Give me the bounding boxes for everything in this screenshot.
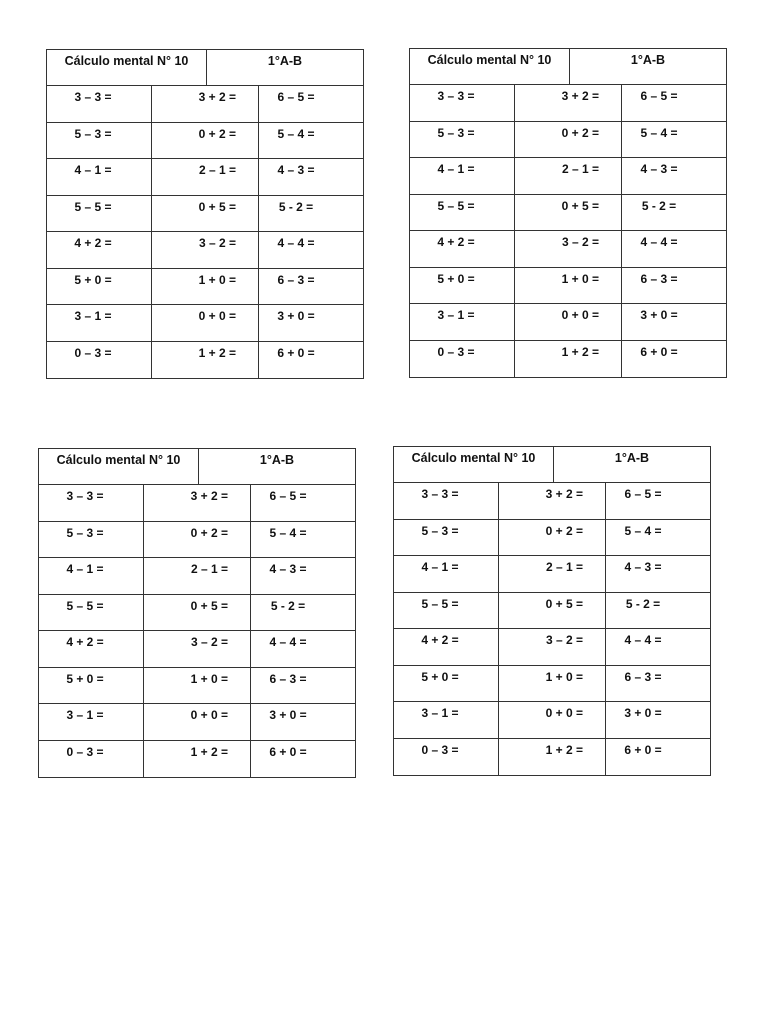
exercise-cell: 3 – 2 = bbox=[499, 629, 606, 666]
exercise-cell: 3 + 2 = bbox=[152, 86, 259, 123]
exercise-cell: 6 – 3 = bbox=[606, 666, 710, 703]
exercise-cell: 3 + 0 = bbox=[606, 702, 710, 739]
exercise-cell: 5 - 2 = bbox=[606, 593, 710, 630]
exercise-cell: 5 – 3 = bbox=[39, 522, 144, 559]
exercise-cell: 6 – 3 = bbox=[251, 668, 355, 705]
worksheet-title: Cálculo mental N° 10 bbox=[394, 447, 554, 482]
exercise-cell: 0 + 0 = bbox=[515, 304, 622, 341]
exercise-cell: 3 + 2 = bbox=[144, 485, 251, 522]
exercise-cell: 3 – 1 = bbox=[410, 304, 515, 341]
exercise-cell: 5 - 2 = bbox=[622, 195, 726, 232]
exercise-cell: 4 + 2 = bbox=[47, 232, 152, 269]
worksheet-class: 1°A-B bbox=[259, 453, 295, 467]
exercise-cell: 5 – 4 = bbox=[259, 123, 363, 160]
exercise-cell: 6 + 0 = bbox=[269, 744, 307, 759]
exercise-cell: 3 – 2 = bbox=[144, 631, 251, 668]
exercise-cell: 6 + 0 = bbox=[624, 742, 662, 757]
exercise-cell: 4 – 4 = bbox=[622, 231, 726, 268]
exercise-cell: 6 + 0 = bbox=[277, 345, 315, 360]
exercise-grid bbox=[410, 85, 726, 377]
exercise-cell: 3 – 3 = bbox=[39, 485, 144, 522]
exercise-cell: 3 – 1 = bbox=[47, 305, 152, 342]
exercise-cell: 0 + 5 = bbox=[515, 195, 622, 232]
exercise-cell: 2 – 1 = bbox=[144, 558, 251, 595]
exercise-cell: 0 + 2 = bbox=[152, 123, 259, 160]
exercise-cell: 5 – 4 = bbox=[606, 520, 710, 557]
exercise-cell: 5 - 2 = bbox=[251, 595, 355, 632]
exercise-cell: 6 – 5 = bbox=[606, 483, 710, 520]
exercise-cell: 4 – 1 = bbox=[410, 158, 515, 195]
exercise-cell: 0 + 5 = bbox=[152, 196, 259, 233]
exercise-cell: 0 – 3 = bbox=[394, 739, 499, 776]
exercise-cell: 5 – 5 = bbox=[39, 595, 144, 632]
exercise-cell: 3 – 2 = bbox=[515, 231, 622, 268]
exercise-cell: 1 + 0 = bbox=[499, 666, 606, 703]
exercise-cell: 0 + 0 = bbox=[144, 704, 251, 741]
exercise-cell: 3 – 2 = bbox=[152, 232, 259, 269]
exercise-cell: 5 – 3 = bbox=[394, 520, 499, 557]
worksheet-1 bbox=[46, 49, 364, 379]
exercise-cell: 6 – 5 = bbox=[251, 485, 355, 522]
exercise-cell: 4 – 3 = bbox=[606, 556, 710, 593]
exercise-cell: 5 – 3 = bbox=[47, 123, 152, 160]
exercise-cell: 1 + 0 = bbox=[152, 269, 259, 306]
exercise-cell: 3 – 1 = bbox=[394, 702, 499, 739]
exercise-cell: 3 + 0 = bbox=[251, 704, 355, 741]
exercise-cell: 4 + 2 = bbox=[410, 231, 515, 268]
exercise-cell: 4 + 2 = bbox=[39, 631, 144, 668]
exercise-cell: 2 – 1 = bbox=[499, 556, 606, 593]
exercise-cell: 5 + 0 = bbox=[394, 666, 499, 703]
exercise-cell: 5 – 5 = bbox=[394, 593, 499, 630]
exercise-cell: 0 + 0 = bbox=[499, 702, 606, 739]
worksheet-3 bbox=[38, 448, 356, 778]
exercise-cell: 1 + 2 = bbox=[515, 341, 622, 378]
exercise-cell: 5 + 0 = bbox=[410, 268, 515, 305]
exercise-cell: 5 – 4 = bbox=[622, 122, 726, 159]
exercise-cell: 6 – 3 = bbox=[622, 268, 726, 305]
exercise-cell: 0 + 2 = bbox=[515, 122, 622, 159]
exercise-cell: 2 – 1 = bbox=[515, 158, 622, 195]
exercise-cell: 5 – 5 = bbox=[410, 195, 515, 232]
exercise-cell: 5 - 2 = bbox=[259, 196, 363, 233]
worksheet-title: Cálculo mental N° 10 bbox=[47, 50, 207, 85]
exercise-cell: 0 – 3 = bbox=[410, 341, 515, 378]
exercise-cell: 1 + 0 = bbox=[144, 668, 251, 705]
worksheet-title: Cálculo mental N° 10 bbox=[39, 449, 199, 484]
worksheet-header bbox=[39, 449, 355, 485]
exercise-cell: 3 + 0 = bbox=[259, 305, 363, 342]
exercise-cell: 4 – 3 = bbox=[259, 159, 363, 196]
exercise-cell: 6 – 5 = bbox=[622, 85, 726, 122]
exercise-cell: 0 + 2 = bbox=[144, 522, 251, 559]
exercise-cell: 0 – 3 = bbox=[39, 741, 144, 778]
exercise-cell: 3 + 0 = bbox=[622, 304, 726, 341]
exercise-cell: 4 – 1 = bbox=[39, 558, 144, 595]
exercise-cell: 5 + 0 = bbox=[39, 668, 144, 705]
exercise-cell: 1 + 2 = bbox=[144, 741, 251, 778]
exercise-grid bbox=[39, 485, 355, 777]
exercise-cell: 4 – 1 = bbox=[394, 556, 499, 593]
exercise-cell: 1 + 2 = bbox=[499, 739, 606, 776]
exercise-cell: 5 – 3 = bbox=[410, 122, 515, 159]
worksheet-2 bbox=[409, 48, 727, 378]
exercise-cell: 3 – 1 = bbox=[39, 704, 144, 741]
exercise-cell: 4 – 3 = bbox=[622, 158, 726, 195]
exercise-cell: 3 + 2 = bbox=[515, 85, 622, 122]
worksheet-class: 1°A-B bbox=[614, 451, 650, 465]
exercise-cell: 4 – 3 = bbox=[251, 558, 355, 595]
worksheet-header bbox=[410, 49, 726, 85]
exercise-cell: 4 – 1 = bbox=[47, 159, 152, 196]
exercise-cell: 0 + 2 = bbox=[499, 520, 606, 557]
exercise-cell: 1 + 0 = bbox=[515, 268, 622, 305]
worksheet-4 bbox=[393, 446, 711, 776]
worksheet-header bbox=[394, 447, 710, 483]
exercise-cell: 0 + 5 = bbox=[144, 595, 251, 632]
exercise-cell: 1 + 2 = bbox=[152, 342, 259, 379]
exercise-cell: 3 – 3 = bbox=[394, 483, 499, 520]
exercise-grid bbox=[394, 483, 710, 775]
worksheet-title: Cálculo mental N° 10 bbox=[410, 49, 570, 84]
exercise-cell: 4 – 4 = bbox=[259, 232, 363, 269]
worksheet-header bbox=[47, 50, 363, 86]
exercise-cell: 2 – 1 = bbox=[152, 159, 259, 196]
exercise-cell: 0 + 0 = bbox=[152, 305, 259, 342]
exercise-cell: 4 + 2 = bbox=[394, 629, 499, 666]
exercise-grid bbox=[47, 86, 363, 378]
exercise-cell: 6 – 3 = bbox=[259, 269, 363, 306]
worksheet-class: 1°A-B bbox=[630, 53, 666, 67]
exercise-cell: 5 – 5 = bbox=[47, 196, 152, 233]
exercise-cell: 0 + 5 = bbox=[499, 593, 606, 630]
exercise-cell: 5 – 4 = bbox=[251, 522, 355, 559]
exercise-cell: 4 – 4 = bbox=[251, 631, 355, 668]
exercise-cell: 4 – 4 = bbox=[606, 629, 710, 666]
exercise-cell: 3 + 2 = bbox=[499, 483, 606, 520]
exercise-cell: 0 – 3 = bbox=[47, 342, 152, 379]
worksheet-class: 1°A-B bbox=[267, 54, 303, 68]
exercise-cell: 5 + 0 = bbox=[47, 269, 152, 306]
exercise-cell: 6 + 0 = bbox=[640, 344, 678, 359]
exercise-cell: 3 – 3 = bbox=[410, 85, 515, 122]
exercise-cell: 6 – 5 = bbox=[259, 86, 363, 123]
exercise-cell: 3 – 3 = bbox=[47, 86, 152, 123]
